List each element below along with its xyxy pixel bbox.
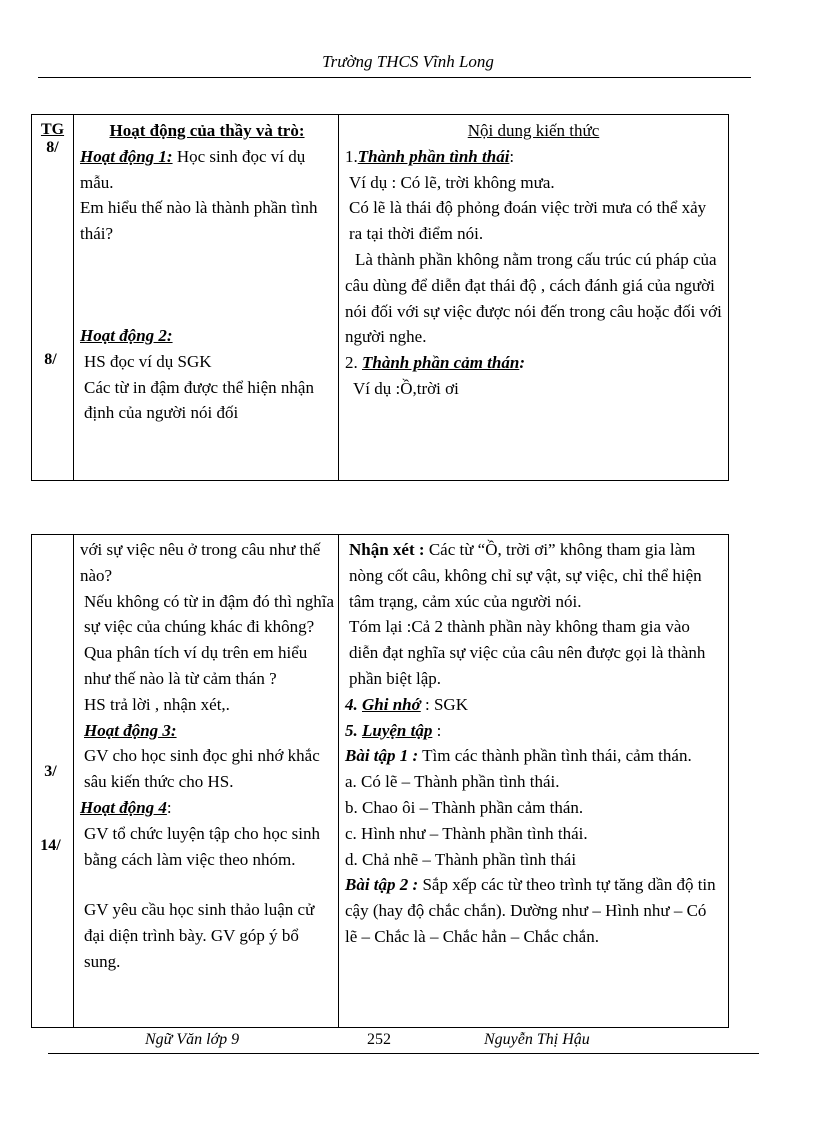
time-column [32,115,74,481]
act4-text: GV tổ chức luyện tập cho học sinh bằng cách làm việc theo nhóm. [84,823,320,869]
activity-header: Hoạt động của thầy và trò: [109,121,305,140]
act1-question: Em hiểu thế nào là thành phần tình thái? [80,198,318,244]
section5-heading [345,718,722,744]
footer-subject: Ngữ Văn lớp 9 [145,1031,240,1048]
content-header: Nội dung kiến thức [467,121,600,140]
act2-title: Hoạt động 2: [80,325,173,345]
exercise1-d: d. Chả nhẽ – Thành phần tình thái [345,849,577,869]
act3-text: GV cho học sinh đọc ghi nhớ khắc sâu kiến thức cho HS. [84,746,320,792]
section1-title: Thành phần tình thái [357,146,510,166]
section5-colon: : [432,720,442,740]
time-act3: 3/ [44,763,57,780]
section2-colon: : [519,353,525,373]
time-act4: 14/ [40,837,61,854]
act4-heading [80,795,334,821]
content-column [339,115,729,481]
act3-block [80,718,334,744]
activity-column [74,115,339,481]
school-header: Trường THCS Vĩnh Long [322,52,494,71]
section2-title: Thành phần cảm thán [362,353,520,373]
tg-header: TG [40,121,65,138]
act2-cont-line2: Nếu không có từ in đậm đó thì nghĩa sự việc của chúng khác đi không? Qua phân tích ví dụ trên em hiểu như thế nào là từ cảm thán ? [84,591,335,688]
act3-title: Hoạt động 3: [84,720,177,740]
time-act1: 8/ [46,139,59,156]
section2-num: 2. [345,353,362,373]
act2-line1: HS đọc ví dụ SGK [84,351,212,371]
section1-example: Ví dụ : Có lẽ, trời không mưa. [349,172,555,192]
act2-cont-line1: với sự việc nêu ở trong câu như thế nào? [80,540,321,585]
act4-text2: GV yêu cầu học sinh thảo luận cử đại diện trình bày. GV góp ý bổ sung. [84,900,315,971]
section1-heading [345,144,722,170]
exercise1-text: Tìm các thành phần tình thái, cảm thán. [418,746,692,766]
footer-author: Nguyễn Thị Hậu [484,1031,590,1048]
act1-title: Hoạt động 1: [80,146,173,166]
summary: Tóm lại :Cả 2 thành phần này không tham gia vào diễn đạt nghĩa sự việc của câu nên được gọi là thành phần biệt lập. [349,617,706,688]
time-column-2 [32,535,74,1028]
section5-num: 5. [345,720,362,740]
activity-column-2 [74,535,339,1028]
act1-block [80,144,334,196]
exercise2 [345,872,722,949]
act2-line2: Các từ in đậm được thể hiện nhận định của người nói đối [84,377,314,423]
exercise2-text: Sắp xếp các từ theo trình tự tăng dần độ tin cậy (hay độ chắc chắn). Dường như – Hình như – Có lẽ – Chắc là – Chắc hẳn – Chắc chắn. [345,875,716,946]
section1-definition: Là thành phần không nằm trong cấu trúc cú pháp của câu dùng để diễn đạt thái độ , cách đánh giá của người nói đối với sự việc được nói đến trong câu hoặc đối với người nghe. [345,249,722,347]
section5-title: Luyện tập [362,720,433,740]
exercise2-label: Bài tập 2 : [345,875,419,895]
section1-num: 1. [345,146,358,166]
exercise1-c: c. Hình như – Thành phần tình thái. [345,823,588,843]
act2-cont-line3: HS trả lời , nhận xét,. [84,694,230,714]
lesson-table-2 [31,534,729,1028]
exercise1-b: b. Chao ôi – Thành phần cảm thán. [345,797,584,817]
act4-title: Hoạt động 4 [80,797,167,817]
exercise1-a: a. Có lẽ – Thành phần tình thái. [345,772,560,792]
section2-example: Ví dụ :Ồ,trời ơi [353,378,459,398]
header-rule [38,77,751,78]
exercise1-label: Bài tập 1 : [345,746,419,766]
lesson-table-1 [31,114,729,481]
page-number: 252 [367,1031,391,1048]
observation [345,537,722,614]
section2-heading [345,350,722,376]
section4-num: 4. [345,694,362,714]
time-act2: 8/ [44,351,57,368]
exercise1 [345,743,722,769]
section4-heading [345,692,722,718]
observation-label: Nhận xét : [349,540,425,559]
act4-colon: : [166,797,172,817]
act1-text: Học sinh đọc ví dụ mẫu. [80,146,306,192]
observation-text: Các từ “Ồ, trời ơi” không tham gia làm nòng cốt câu, không chỉ sự vật, sự việc, chỉ thể hiện tâm trạng, cảm xúc của người nói. [349,540,702,611]
section4-title: Ghi nhớ [362,694,421,714]
section4-rest: : SGK [420,694,468,714]
section1-explain: Có lẽ là thái độ phỏng đoán việc trời mưa có thể xảy ra tại thời điểm nói. [349,198,707,244]
content-column-2 [339,535,729,1028]
footer-rule [48,1053,759,1054]
section1-colon: : [509,146,515,166]
